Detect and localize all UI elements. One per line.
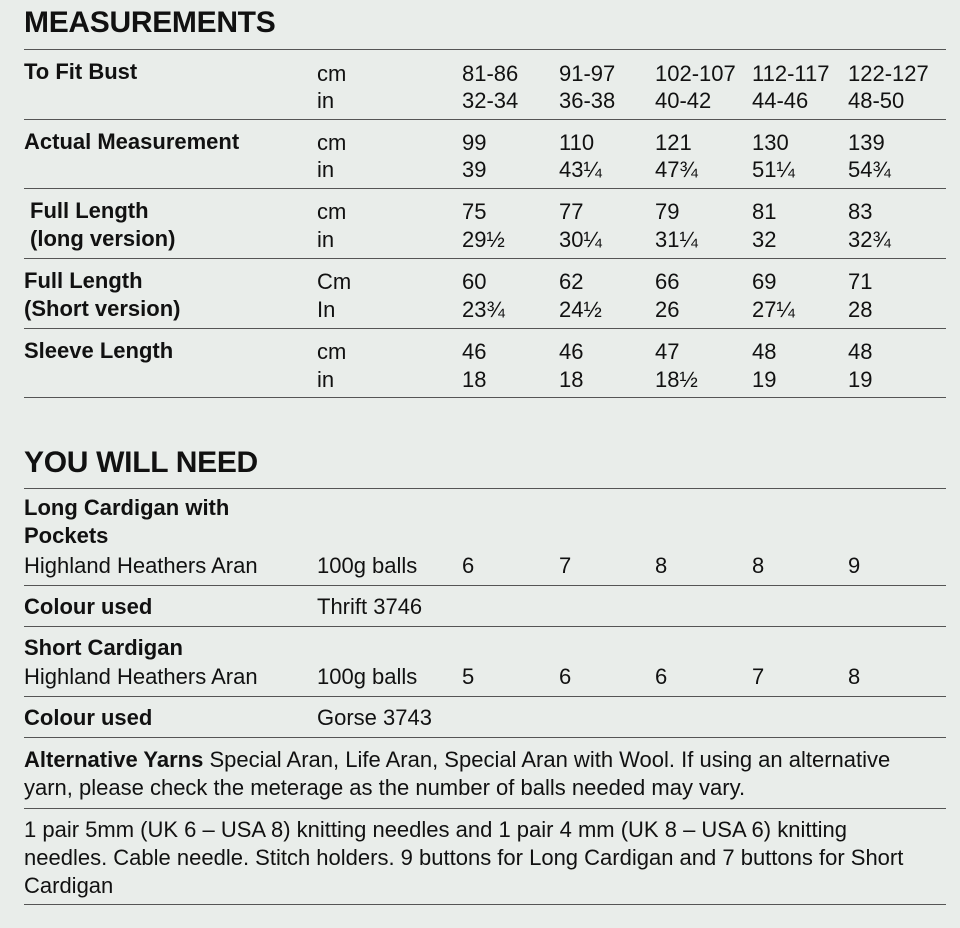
size-value: 110 xyxy=(559,130,595,155)
ball-count: 8 xyxy=(752,553,765,578)
ball-count: 8 xyxy=(848,664,861,689)
yarn-name: Highland Heathers Aran xyxy=(24,553,258,578)
size-value: 47¾ xyxy=(655,157,698,182)
size-value: 43¼ xyxy=(559,157,602,182)
size-value: 69 xyxy=(752,269,777,294)
size-value: 26 xyxy=(655,297,680,322)
alternative-yarns-text: Special Aran, Life Aran, Special Aran with Wool. If using an alternative yarn, please check the meterage as the number of balls needed may vary. xyxy=(24,747,891,800)
ball-count: 6 xyxy=(559,664,572,689)
row-label-sub: (long version) xyxy=(30,226,176,251)
size-value: 36-38 xyxy=(559,88,616,113)
ball-count: 9 xyxy=(848,553,861,578)
notions-note: 1 pair 5mm (UK 6 – USA 8) knitting needles and 1 pair 4 mm (UK 8 – USA 6) knitting needles. Cable needle. Stitch holders. 9 buttons for Long Cardigan and 7 buttons for Short Cardigan xyxy=(24,817,904,898)
unit-in: in xyxy=(317,227,335,252)
size-value: 77 xyxy=(559,199,584,224)
size-value: 19 xyxy=(848,367,873,392)
alternative-yarns-note xyxy=(24,746,934,802)
size-value: 83 xyxy=(848,199,873,224)
size-value: 18 xyxy=(559,367,584,392)
size-value: 48 xyxy=(752,339,777,364)
size-value: 24½ xyxy=(559,297,602,322)
size-value: 54¾ xyxy=(848,157,891,182)
long-cardigan-title: Long Cardigan with xyxy=(24,495,230,520)
divider xyxy=(24,696,946,697)
ball-count: 7 xyxy=(752,664,765,689)
unit-in: in xyxy=(317,157,335,182)
size-value: 81 xyxy=(752,199,777,224)
size-value: 19 xyxy=(752,367,777,392)
size-value: 112-117 xyxy=(752,61,830,86)
size-value: 60 xyxy=(462,269,487,294)
colour-value: Gorse 3743 xyxy=(317,705,432,730)
ball-count: 8 xyxy=(655,553,668,578)
size-value: 23¾ xyxy=(462,297,505,322)
size-value: 18 xyxy=(462,367,487,392)
size-value: 48-50 xyxy=(848,88,905,113)
row-label: Sleeve Length xyxy=(24,338,174,363)
divider xyxy=(24,626,946,627)
divider xyxy=(24,119,946,120)
size-value: 44-46 xyxy=(752,88,809,113)
short-cardigan-title: Short Cardigan xyxy=(24,635,183,660)
divider xyxy=(24,808,946,809)
size-value: 18½ xyxy=(655,367,698,392)
divider xyxy=(24,488,946,489)
size-value: 81-86 xyxy=(462,61,519,86)
divider xyxy=(24,397,946,398)
unit-cm: cm xyxy=(317,130,347,155)
size-value: 46 xyxy=(462,339,487,364)
size-value: 31¼ xyxy=(655,227,698,252)
colour-label: Colour used xyxy=(24,705,153,730)
divider xyxy=(24,737,946,738)
size-value: 91-97 xyxy=(559,61,616,86)
yarn-unit: 100g balls xyxy=(317,664,418,689)
row-label: Full Length xyxy=(30,198,149,223)
row-label: Full Length xyxy=(24,268,143,293)
unit-in: in xyxy=(317,367,335,392)
size-value: 46 xyxy=(559,339,584,364)
size-value: 29½ xyxy=(462,227,505,252)
size-value: 139 xyxy=(848,130,885,155)
unit-cm: Cm xyxy=(317,269,352,294)
yarn-name: Highland Heathers Aran xyxy=(24,664,258,689)
size-value: 66 xyxy=(655,269,680,294)
size-value: 130 xyxy=(752,130,789,155)
ball-count: 6 xyxy=(462,553,475,578)
unit-cm: cm xyxy=(317,339,347,364)
divider xyxy=(24,904,946,905)
size-value: 40-42 xyxy=(655,88,712,113)
size-value: 75 xyxy=(462,199,487,224)
size-value: 121 xyxy=(655,130,692,155)
divider xyxy=(24,328,946,329)
size-value: 28 xyxy=(848,297,873,322)
size-value: 122-127 xyxy=(848,61,929,86)
ball-count: 5 xyxy=(462,664,475,689)
divider xyxy=(24,258,946,259)
size-value: 62 xyxy=(559,269,584,294)
size-value: 102-107 xyxy=(655,61,736,86)
unit-cm: cm xyxy=(317,199,347,224)
size-value: 27¼ xyxy=(752,297,795,322)
ball-count: 7 xyxy=(559,553,572,578)
row-label-sub: (Short version) xyxy=(24,296,181,321)
size-value: 32 xyxy=(752,227,777,252)
row-label: To Fit Bust xyxy=(24,59,138,84)
divider xyxy=(24,49,946,50)
size-value: 47 xyxy=(655,339,680,364)
size-value: 51¼ xyxy=(752,157,795,182)
size-value: 48 xyxy=(848,339,873,364)
you-will-need-heading: YOU WILL NEED xyxy=(24,446,258,479)
unit-in: in xyxy=(317,88,335,113)
colour-label: Colour used xyxy=(24,594,153,619)
size-value: 99 xyxy=(462,130,487,155)
colour-value: Thrift 3746 xyxy=(317,594,423,619)
size-value: 32¾ xyxy=(848,227,891,252)
size-value: 39 xyxy=(462,157,487,182)
yarn-unit: 100g balls xyxy=(317,553,418,578)
divider xyxy=(24,188,946,189)
measurements-heading: MEASUREMENTS xyxy=(24,6,276,39)
long-cardigan-title-line2: Pockets xyxy=(24,523,109,548)
divider xyxy=(24,585,946,586)
row-label: Actual Measurement xyxy=(24,129,240,154)
size-value: 32-34 xyxy=(462,88,519,113)
size-value: 79 xyxy=(655,199,680,224)
alternative-yarns-label: Alternative Yarns xyxy=(24,747,204,772)
ball-count: 6 xyxy=(655,664,668,689)
unit-cm: cm xyxy=(317,61,347,86)
size-value: 71 xyxy=(848,269,873,294)
size-value: 30¼ xyxy=(559,227,602,252)
unit-in: In xyxy=(317,297,336,322)
